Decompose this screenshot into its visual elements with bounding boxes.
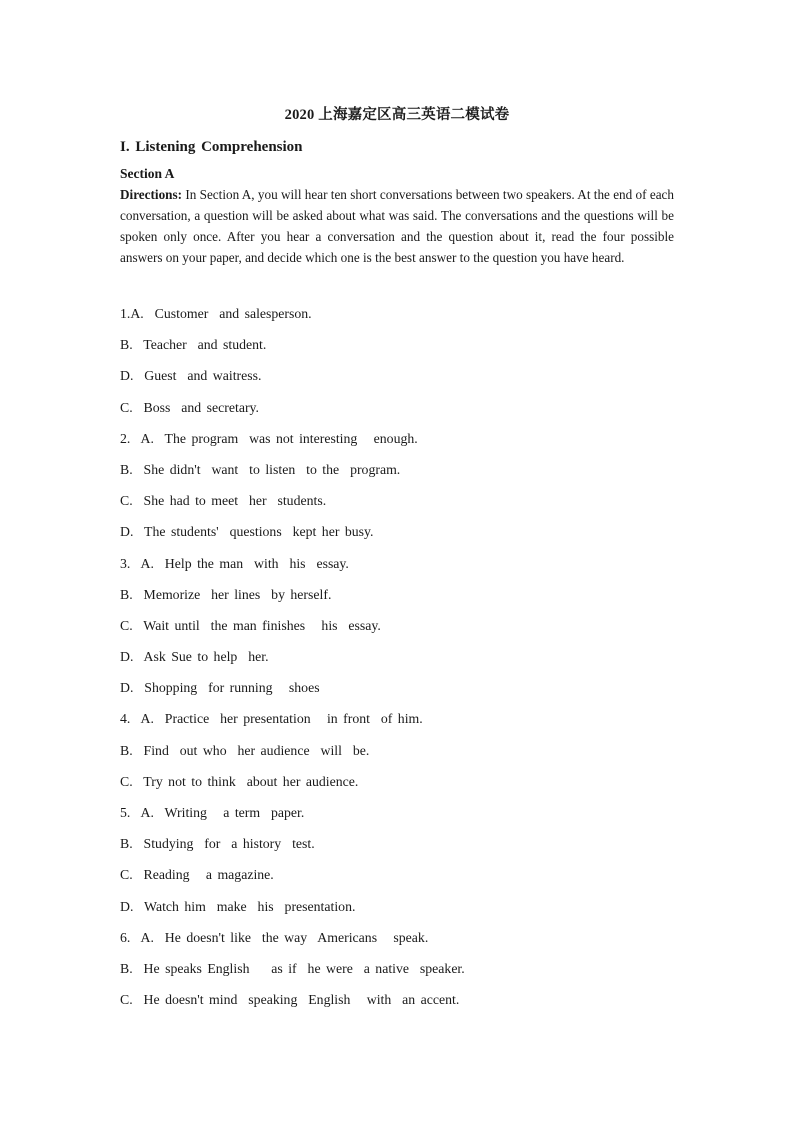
- option-line: D. The students' questions kept her busy.: [120, 524, 374, 540]
- option-line: D. Ask Sue to help her.: [120, 649, 269, 665]
- directions-paragraph: [120, 184, 674, 268]
- option-line: 4. A. Practice her presentation in front of him.: [120, 711, 423, 727]
- option-line: C. She had to meet her students.: [120, 493, 327, 509]
- option-line: B. Memorize her lines by herself.: [120, 586, 332, 602]
- option-line: C. He doesn't mind speaking English with an accent.: [120, 992, 460, 1008]
- option-line: C. Try not to think about her audience.: [120, 773, 359, 789]
- option-line: D. Shopping for running shoes: [120, 680, 320, 696]
- option-line: D. Guest and waitress.: [120, 368, 262, 384]
- option-line: B. He speaks English as if he were a native speaker.: [120, 960, 465, 976]
- option-line: B. She didn't want to listen to the program.: [120, 461, 401, 477]
- option-line: B. Studying for a history test.: [120, 836, 315, 852]
- option-line: 3. A. Help the man with his essay.: [120, 555, 349, 571]
- directions-text: In Section A, you will hear ten short conversations between two speakers. At the end of each conversation, a question will be asked about what was said. The conversations and the questions will be spoken only once. After you hear a conversation and the question about it, read the four possible answers on your paper, and decide which one is the best answer to the question you have heard.: [120, 187, 674, 265]
- section-label: Section A: [120, 166, 175, 181]
- option-line: D. Watch him make his presentation.: [120, 898, 356, 914]
- option-line: C. Boss and secretary.: [120, 399, 259, 415]
- option-line: 1.A. Customer and salesperson.: [120, 306, 312, 321]
- option-line: B. Teacher and student.: [120, 337, 267, 353]
- option-line: C. Reading a magazine.: [120, 867, 274, 883]
- part-heading: I. Listening Comprehension: [120, 139, 303, 155]
- option-line: C. Wait until the man finishes his essay.: [120, 617, 381, 633]
- option-line: 5. A. Writing a term paper.: [120, 805, 305, 820]
- option-line: B. Find out who her audience will be.: [120, 742, 370, 758]
- option-line: 6. A. He doesn't like the way Americans speak.: [120, 929, 429, 945]
- option-line: 2. A. The program was not interesting enough.: [120, 430, 418, 446]
- document-title: 2020 上海嘉定区高三英语二模试卷: [284, 107, 510, 123]
- answer-options-list: [120, 304, 680, 1021]
- directions-label: Directions:: [120, 187, 183, 202]
